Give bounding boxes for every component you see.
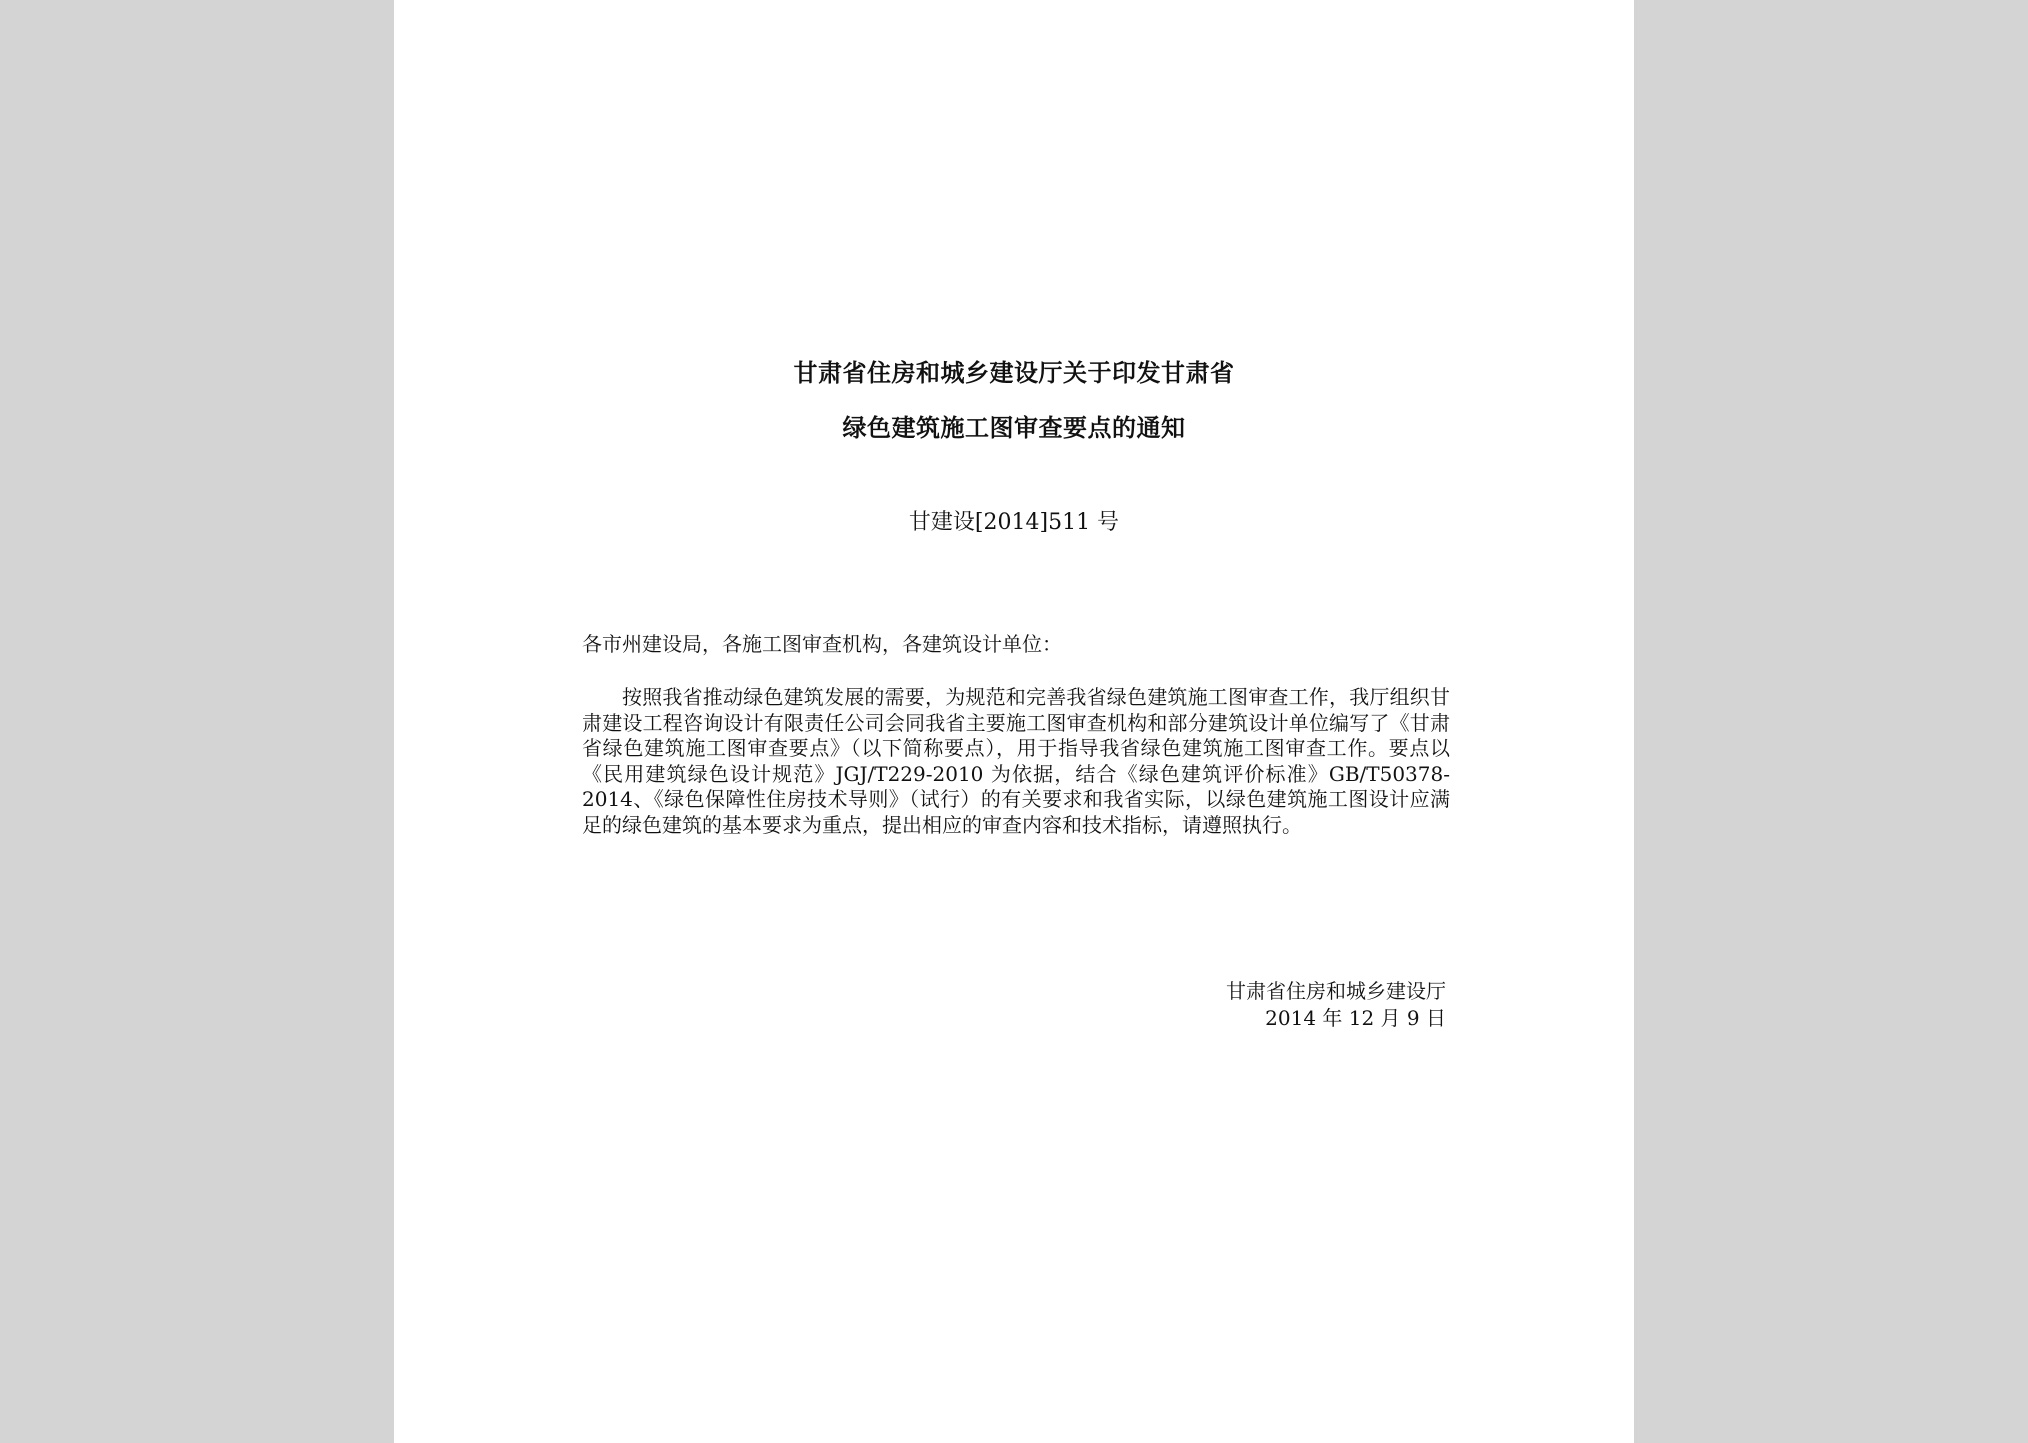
title-line-1: 甘肃省住房和城乡建设厅关于印发甘肃省 (793, 358, 1235, 387)
signature-organization: 甘肃省住房和城乡建设厅 (1226, 979, 1446, 1003)
document-page (394, 0, 1634, 1443)
signature-block (582, 978, 1446, 1032)
signature-date: 2014 年 12 月 9 日 (1265, 1006, 1446, 1030)
title-line-2: 绿色建筑施工图审查要点的通知 (842, 413, 1186, 442)
addressee-line: 各市州建设局，各施工图审查机构，各建筑设计单位： (582, 632, 1062, 656)
document-number: 甘建设[2014]511 号 (908, 510, 1120, 535)
document-title (394, 345, 1634, 455)
body-paragraph: 按照我省推动绿色建筑发展的需要，为规范和完善我省绿色建筑施工图审查工作，我厅组织甘肃建设工程咨询设计有限责任公司会同我省主要施工图审查机构和部分建筑设计单位编写了《甘肃省绿色建筑施工图审查要点》（以下简称要点），用于指导我省绿色建筑施工图审查工作。要点以《民用建筑绿色设计规范》JGJ/T229-2010 为依据，结合《绿色建筑评价标准》GB/T50378-2014、《绿色保障性住房技术导则》（试行）的有关要求和我省实际，以绿色建筑施工图设计应满足的绿色建筑的基本要求为重点，提出相应的审查内容和技术指标，请遵照执行。 (582, 685, 1450, 837)
